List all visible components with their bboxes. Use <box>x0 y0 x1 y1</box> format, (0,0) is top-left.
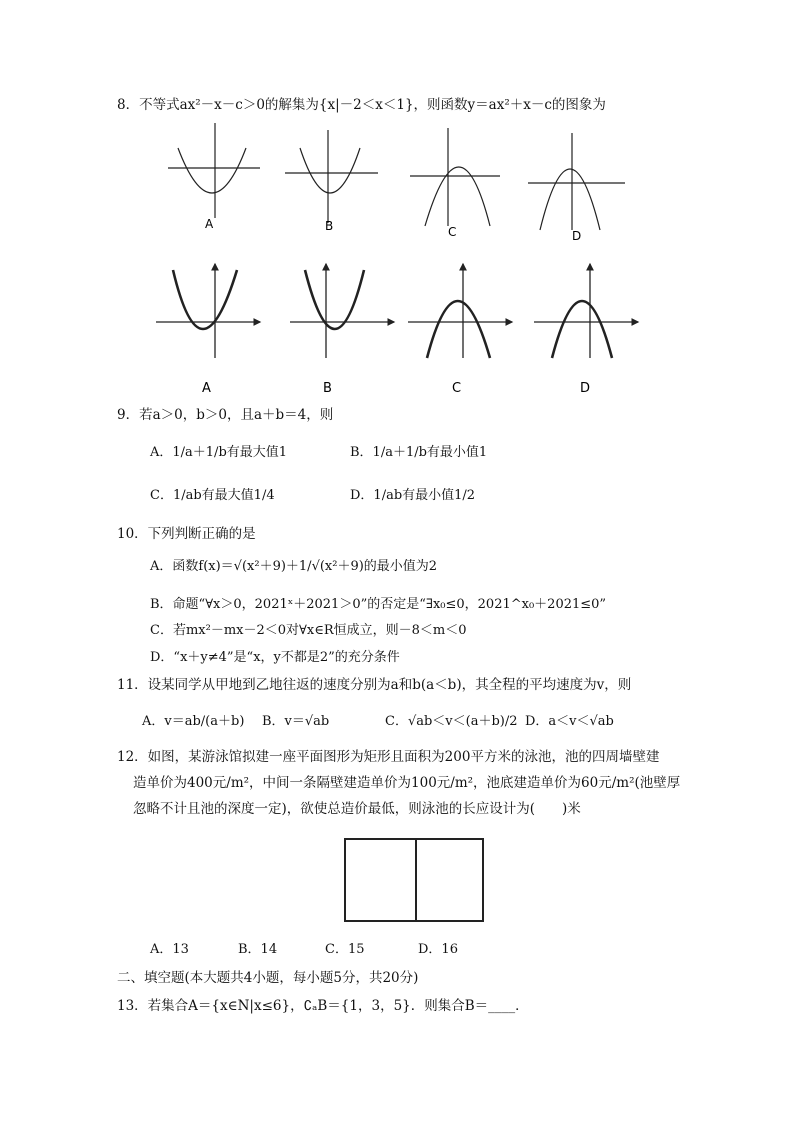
q12-line3: 忽略不计且池的深度一定)，欲使总造价最低，则泳池的长应设计为( )米 <box>133 801 581 817</box>
graph-c <box>408 264 512 358</box>
q10-option-c[interactable]: C．若mx²－mx－2＜0对∀x∈R恒成立，则－8＜m＜0 <box>150 623 467 638</box>
q12-line2: 造单价为400元/m²，中间一条隔壁建造单价为100元/m²，池底建造单价为60元/m²(池壁厚 <box>133 775 681 791</box>
q11-option-b[interactable]: B．v＝√ab <box>262 714 330 729</box>
q11-option-d[interactable]: D．a＜v＜√ab <box>525 714 614 729</box>
graph-a-small <box>168 123 260 218</box>
graph-d <box>534 264 638 358</box>
q12-option-c[interactable]: C．15 <box>325 942 365 957</box>
graph-a-label: A <box>202 381 211 396</box>
q12-line1: 12．如图，某游泳馆拟建一座平面图形为矩形且面积为200平方米的泳池，池的四周墙壁建 <box>117 749 660 765</box>
graph-b-small-label: B <box>325 219 334 233</box>
q12-option-d[interactable]: D．16 <box>418 942 458 957</box>
graph-b-small <box>285 130 378 223</box>
q10-option-d[interactable]: D．“x＋y≠4”是“x，y不都是2”的充分条件 <box>150 650 400 665</box>
graph-d-small-label: D <box>572 229 582 243</box>
q8-stem: 8．不等式ax²－x－c＞0的解集为{x|－2＜x＜1}，则函数y＝ax²＋x－c的图象为 <box>117 97 606 113</box>
q9-option-c[interactable]: C．1/ab有最大值1/4 <box>150 488 275 503</box>
graph-a <box>156 264 260 358</box>
q9-stem: 9．若a＞0，b＞0，且a＋b＝4，则 <box>117 407 334 423</box>
q10-stem: 10．下列判断正确的是 <box>117 526 256 542</box>
section-2-heading: 二、填空题(本大题共4小题，每小题5分，共20分) <box>117 970 419 986</box>
pool-diagram <box>344 838 484 922</box>
q10-option-b[interactable]: B．命题“∀x＞0，2021ˣ＋2021＞0”的否定是“∃x₀≤0，2021^x₀＋2021≤0” <box>150 597 607 612</box>
graph-c-label: C <box>452 381 462 396</box>
graph-c-small <box>410 128 500 226</box>
q11-option-c[interactable]: C．√ab＜v＜(a＋b)/2 <box>385 714 518 729</box>
q13-stem: 13．若集合A＝{x∈N|x≤6}，∁ₐB＝{1，3，5}．则集合B＝____． <box>117 998 529 1014</box>
graph-b-label: B <box>323 381 332 396</box>
q9-option-b[interactable]: B．1/a＋1/b有最小值1 <box>350 445 488 460</box>
q8-graphs-row1 <box>160 118 640 243</box>
q10-option-a[interactable]: A．函数f(x)＝√(x²＋9)＋1/√(x²＋9)的最小值为2 <box>150 559 438 574</box>
graph-d-label: D <box>580 381 591 396</box>
q8-graphs-row2 <box>150 258 650 400</box>
pool-partition-wall <box>415 840 417 920</box>
graph-b <box>290 264 394 358</box>
q12-option-a[interactable]: A．13 <box>150 942 189 957</box>
graph-d-small <box>528 133 625 230</box>
q9-option-d[interactable]: D．1/ab有最小值1/2 <box>350 488 476 503</box>
graph-c-small-label: C <box>448 225 457 239</box>
q11-stem: 11．设某同学从甲地到乙地往返的速度分别为a和b(a＜b)，其全程的平均速度为v，则 <box>117 677 632 693</box>
q12-option-b[interactable]: B．14 <box>238 942 278 957</box>
q11-option-a[interactable]: A．v＝ab/(a＋b) <box>142 714 245 729</box>
graph-a-small-label: A <box>205 217 214 231</box>
q9-option-a[interactable]: A．1/a＋1/b有最大值1 <box>150 445 288 460</box>
